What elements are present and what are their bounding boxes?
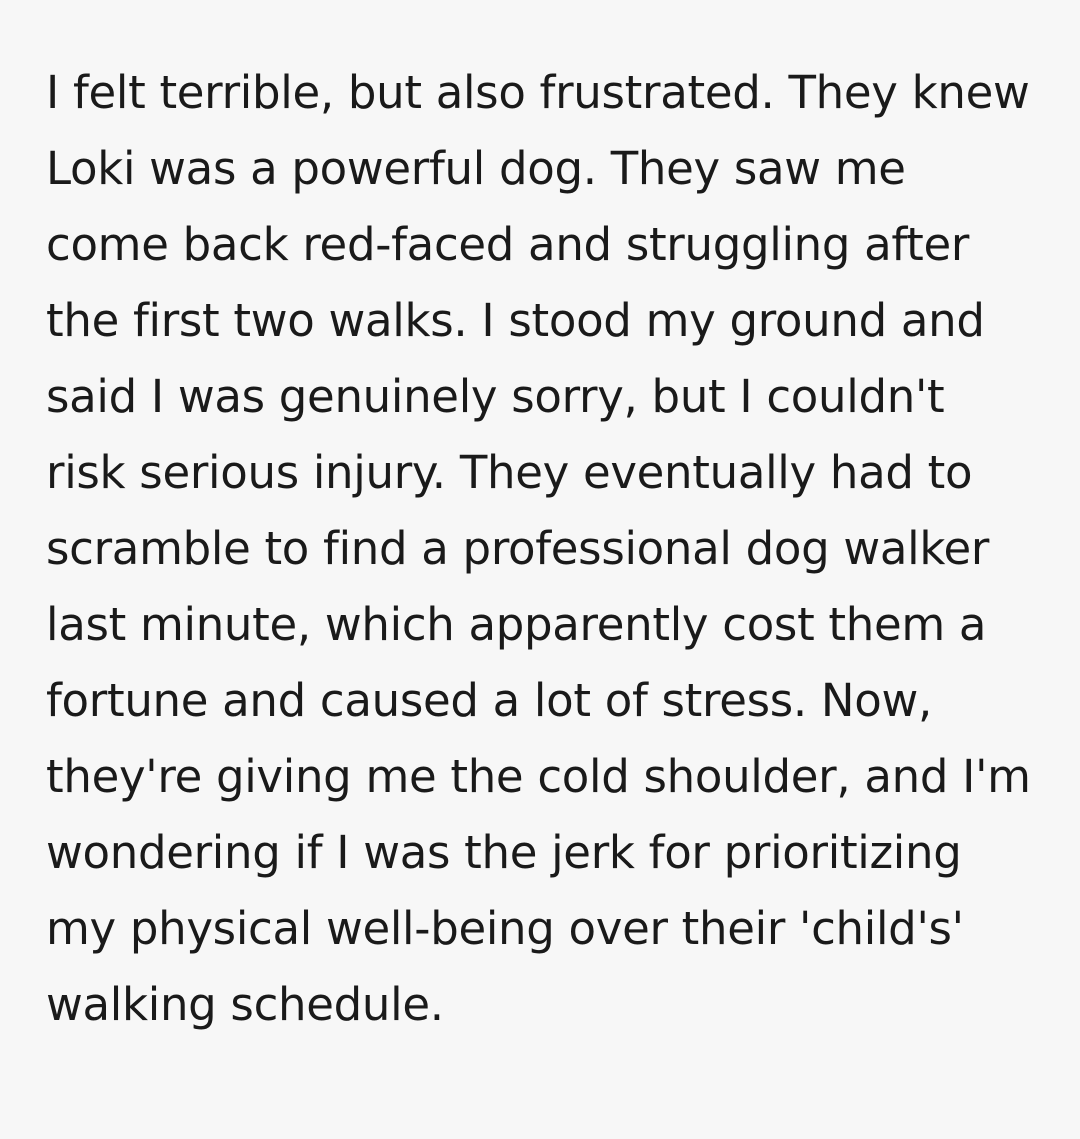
story-paragraph: I felt terrible, but also frustrated. They knew Loki was a powerful dog. They saw me come back red-faced and struggling after the first two walks. I stood my ground and said I was genuinely sorry, but I couldn't risk serious injury. They eventually had to scramble to find a professional dog walker last minute, which apparently cost them a fortune and caused a lot of stress. Now, they're giving me the cold shoulder, and I'm wondering if I was the jerk for prioritizing my physical well-being over their 'child's' walking schedule. xyxy=(46,66,1045,1031)
